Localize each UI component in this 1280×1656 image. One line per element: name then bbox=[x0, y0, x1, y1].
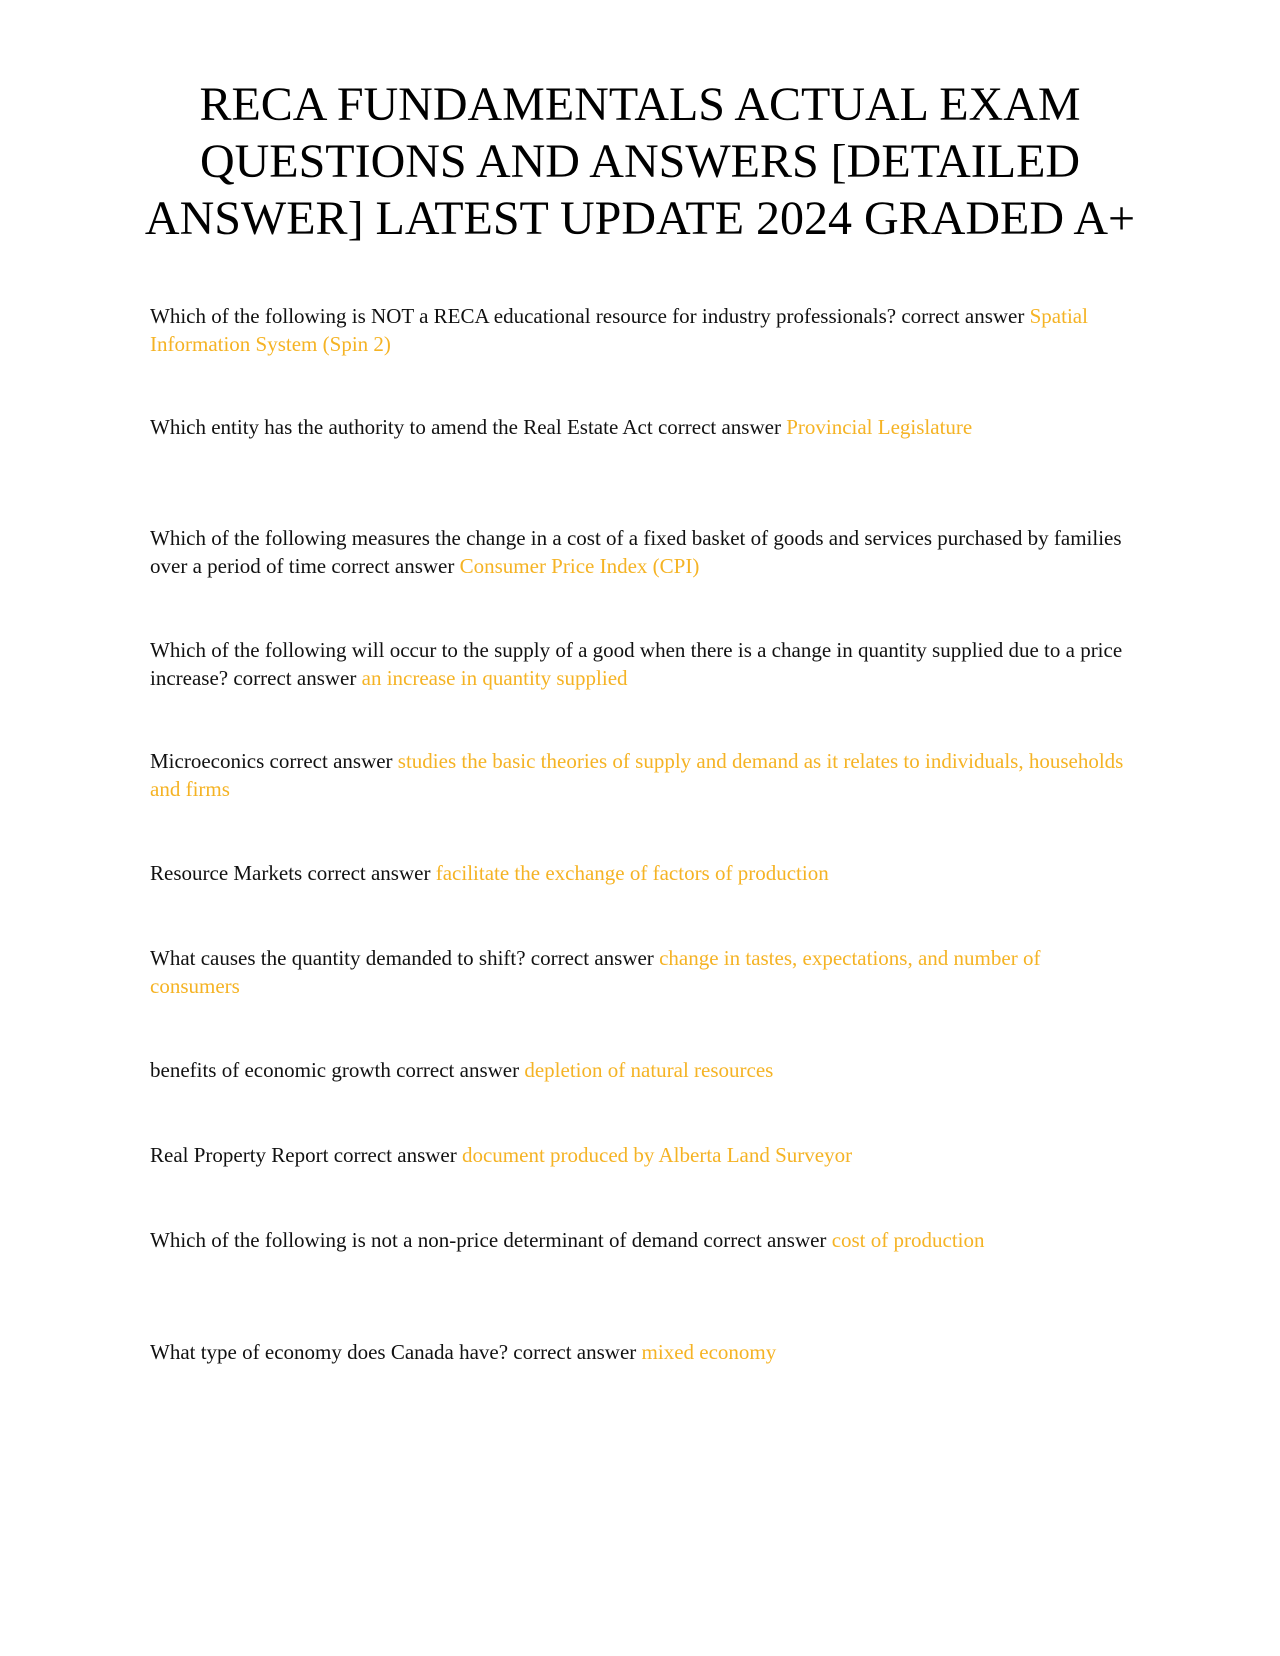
question-text: What causes the quantity demanded to shift? correct answer bbox=[150, 946, 654, 970]
answer-text: Spatial Information System (Spin 2) bbox=[150, 304, 1088, 356]
qa-item-9 bbox=[150, 1141, 1130, 1169]
answer-text: Consumer Price Index (CPI) bbox=[459, 554, 700, 578]
answer-text: studies the basic theories of supply and demand as it relates to individuals, households and firms bbox=[150, 749, 1124, 801]
question-text: Microeconics correct answer bbox=[150, 749, 393, 773]
answer-text: change in tastes, expectations, and number of consumers bbox=[150, 946, 1041, 998]
answer-text: Provincial Legislature bbox=[786, 415, 973, 439]
question-text: What type of economy does Canada have? correct answer bbox=[150, 1340, 637, 1364]
question-text: Which of the following is NOT a RECA educational resource for industry professionals? correct answer bbox=[150, 304, 1025, 328]
question-text: Which of the following is not a non-price determinant of demand correct answer bbox=[150, 1228, 827, 1252]
qa-item-2 bbox=[150, 413, 1130, 441]
qa-item-4 bbox=[150, 636, 1130, 692]
answer-text: document produced by Alberta Land Surveyor bbox=[461, 1143, 853, 1167]
qa-item-5 bbox=[150, 747, 1130, 803]
question-text: Resource Markets correct answer bbox=[150, 861, 431, 885]
qa-item-6 bbox=[150, 859, 1130, 887]
answer-text: an increase in quantity supplied bbox=[361, 666, 628, 690]
document-title: RECA FUNDAMENTALS ACTUAL EXAM QUESTIONS AND ANSWERS [DETAILED ANSWER] LATEST UPDATE 2024 GRADED A+ bbox=[144, 78, 1136, 245]
question-text: Which of the following measures the change in a cost of a fixed basket of goods and services purchased by families over a period of time correct answer bbox=[150, 526, 1122, 578]
qa-item-11 bbox=[150, 1338, 1130, 1366]
answer-text: depletion of natural resources bbox=[524, 1058, 774, 1082]
qa-item-8 bbox=[150, 1056, 1130, 1084]
question-text: Which of the following will occur to the supply of a good when there is a change in quantity supplied due to a price increase? correct answer bbox=[150, 638, 1123, 690]
answer-text: facilitate the exchange of factors of production bbox=[435, 861, 829, 885]
qa-item-7 bbox=[150, 944, 1130, 1000]
qa-item-10 bbox=[150, 1226, 1130, 1254]
question-text: benefits of economic growth correct answer bbox=[150, 1058, 520, 1082]
answer-text: mixed economy bbox=[641, 1340, 777, 1364]
question-text: Which entity has the authority to amend the Real Estate Act correct answer bbox=[150, 415, 781, 439]
qa-item-3 bbox=[150, 524, 1130, 580]
question-text: Real Property Report correct answer bbox=[150, 1143, 457, 1167]
qa-item-1 bbox=[150, 302, 1130, 358]
answer-text: cost of production bbox=[831, 1228, 985, 1252]
